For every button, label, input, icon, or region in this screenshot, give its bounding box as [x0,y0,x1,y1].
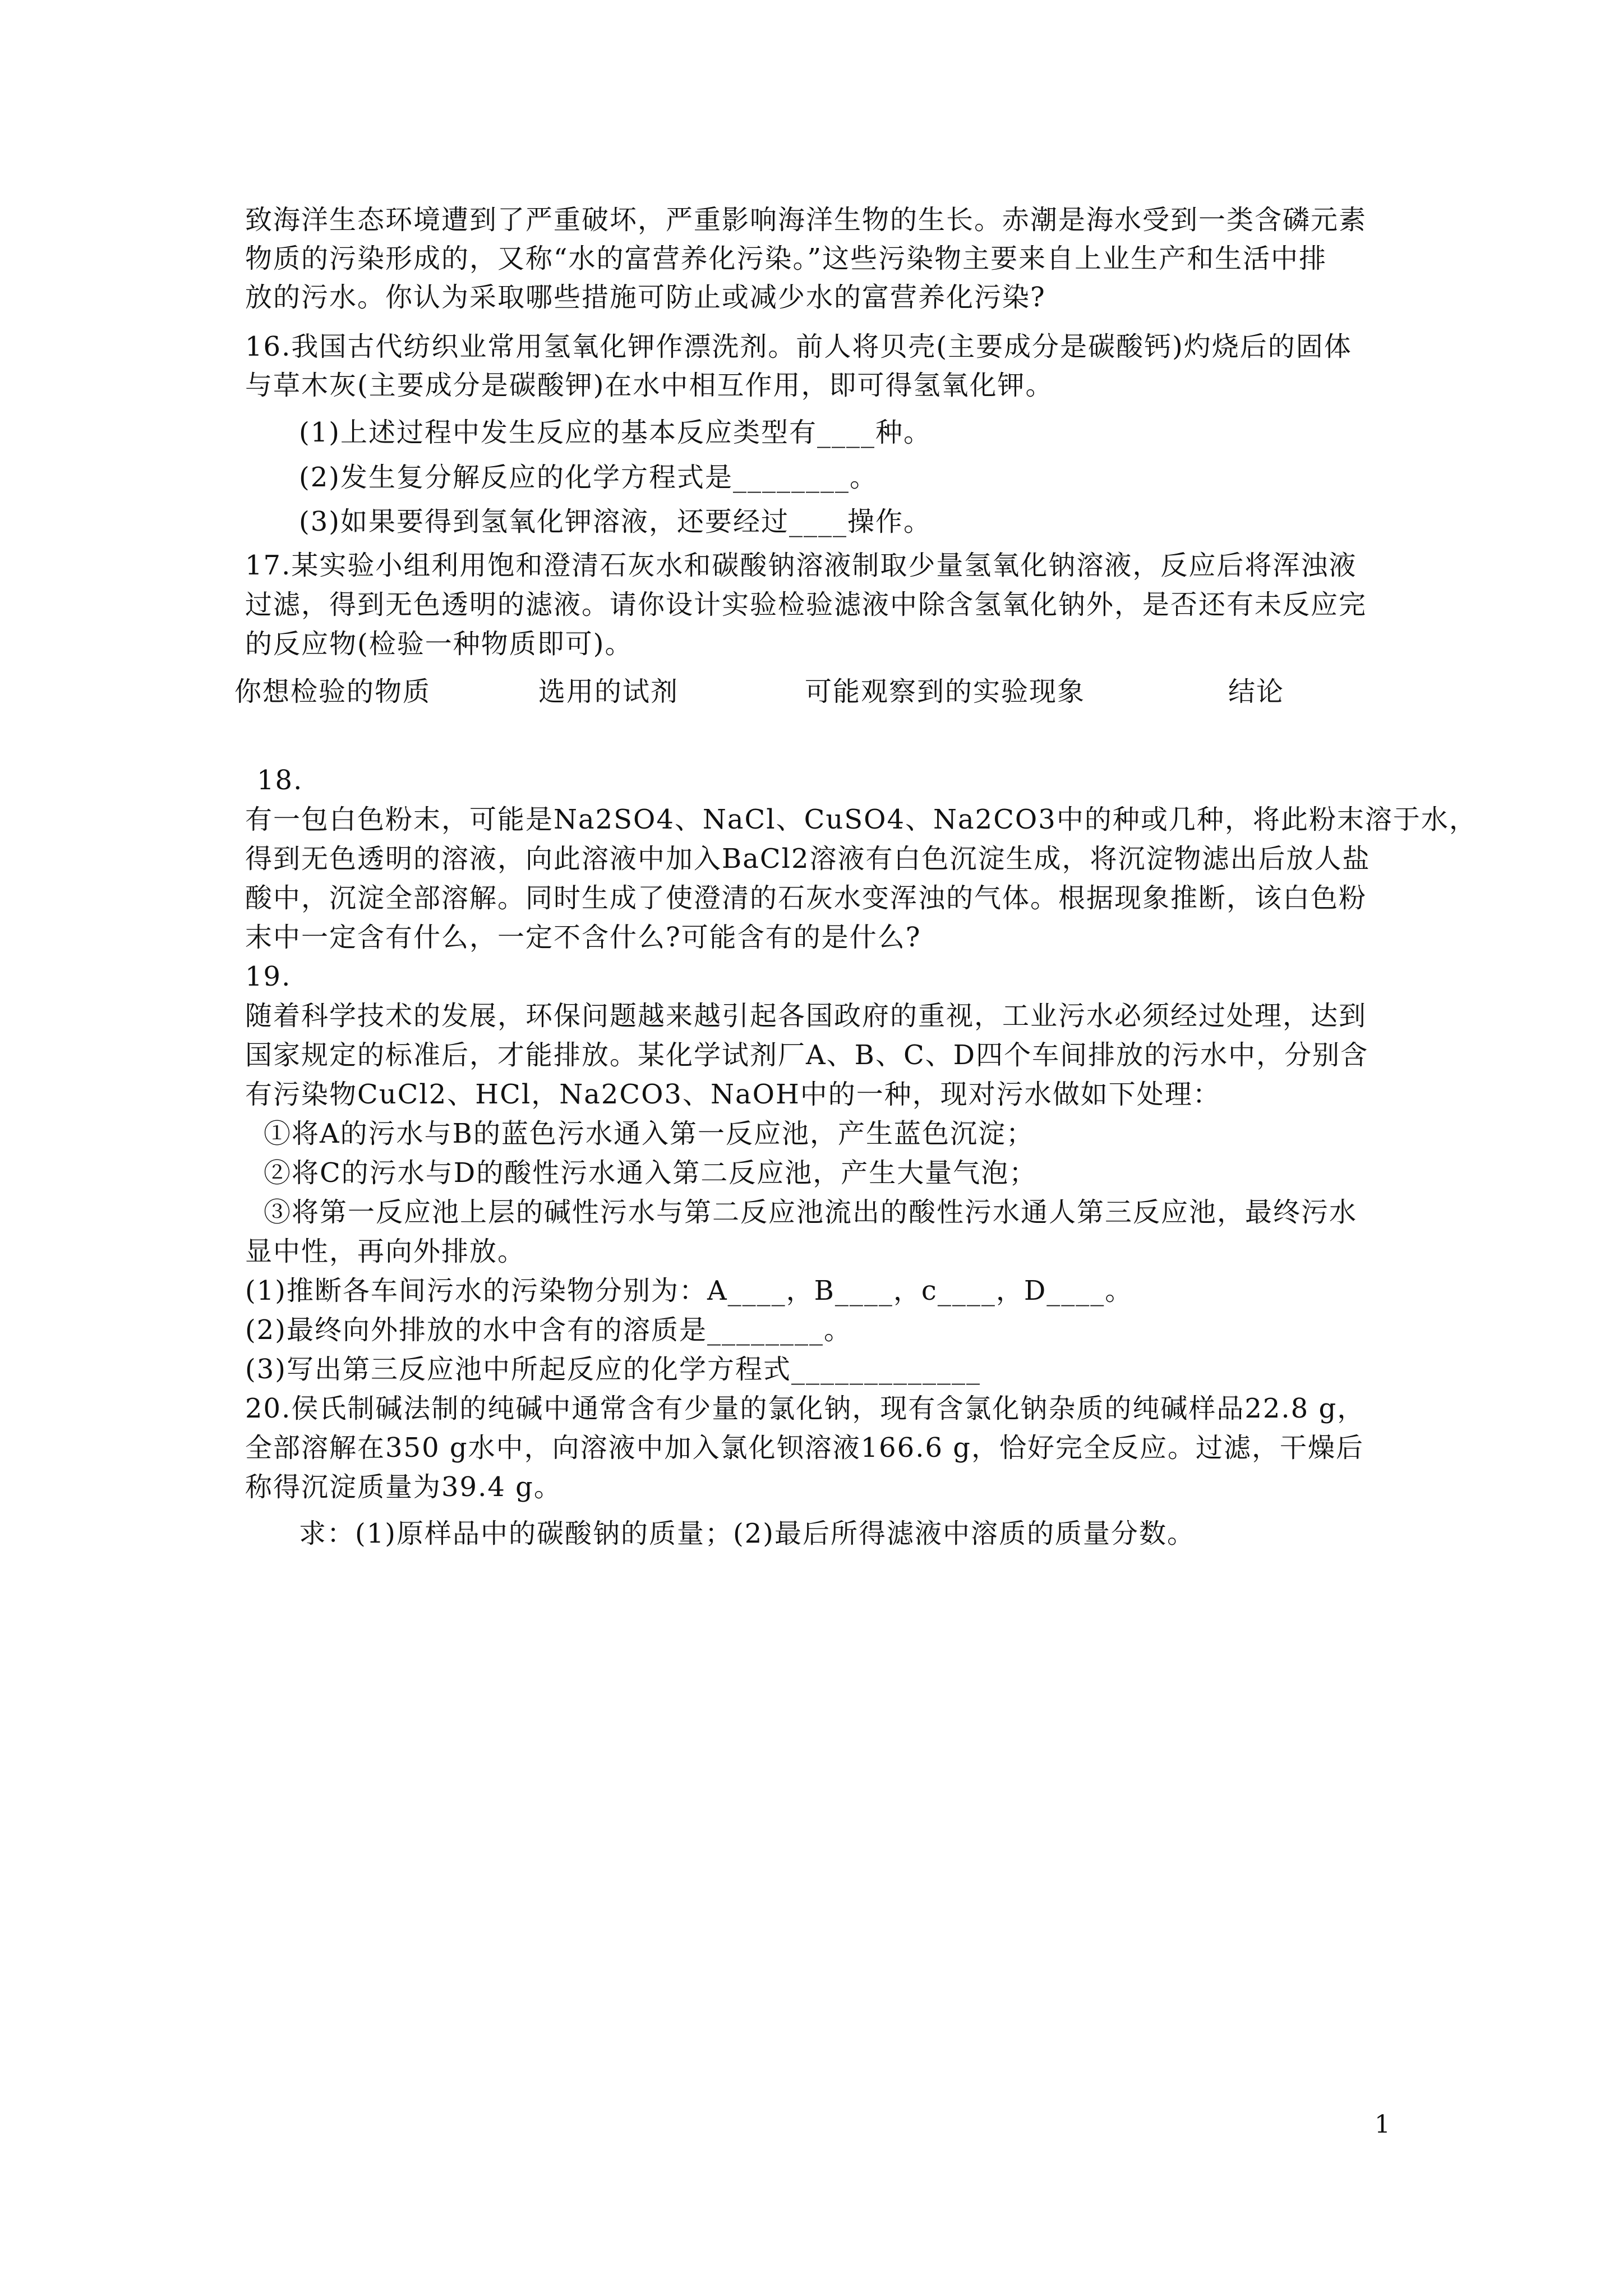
intro-line-1: 致海洋生态环境遭到了严重破坏，严重影响海洋生物的生长。赤潮是海水受到一类含磷元素 [245,204,1367,236]
q19-step-3: ③将第一反应池上层的碱性污水与第二反应池流出的酸性污水通人第三反应池，最终污水 [264,1197,1358,1228]
intro-line-3: 放的污水。你认为采取哪些措施可防止或减少水的富营养化污染? [245,282,1046,313]
q16-sub-2: (2)发生复分解反应的化学方程式是________。 [299,462,878,493]
q19-line-1: 随着科学技术的发展，环保问题越来越引起各国政府的重视，工业污水必须经过处理，达到 [245,1000,1367,1032]
q19-step-2: ②将C的污水与D的酸性污水通入第二反应池，产生大量气泡； [264,1157,1038,1189]
q19-number: 19. [245,961,292,992]
q18-line-2: 得到无色透明的溶液，向此溶液中加入BaCl2溶液有白色沉淀生成，将沉淀物滤出后放人盐 [245,843,1371,875]
q19-line-3: 有污染物CuCl2、HCl，Na2CO3、NaOH中的一种，现对污水做如下处理： [245,1079,1221,1110]
q20-line-2: 全部溶解在350 g水中，向溶液中加入氯化钡溶液166.6 g，恰好完全反应。过滤，干燥后 [245,1432,1364,1464]
q19-line-2: 国家规定的标准后，才能排放。某化学试剂厂A、B、C、D四个车间排放的污水中，分别含 [245,1039,1369,1071]
q20-line-3: 称得沉淀质量为39.4 g。 [245,1471,562,1503]
q19-step-3-cont: 显中性，再向外排放。 [245,1236,526,1267]
q17-header-phenomenon: 可能观察到的实验现象 [805,676,1086,707]
q18-line-4: 末中一定含有什么，一定不含什么?可能含有的是什么? [245,922,921,953]
q17-header-reagent: 选用的试剂 [538,676,679,707]
q19-sub-2: (2)最终向外排放的水中含有的溶质是________。 [245,1314,852,1346]
q19-step-1: ①将A的污水与B的蓝色污水通入第一反应池，产生蓝色沉淀； [264,1118,1034,1149]
q16-sub-3: (3)如果要得到氢氧化钾溶液，还要经过____操作。 [299,506,932,537]
q16-line-2: 与草木灰(主要成分是碳酸钾)在水中相互作用，即可得氢氧化钾。 [245,370,1054,401]
q19-sub-1: (1)推断各车间污水的污染物分别为：A____，B____，c____，D____。 [245,1275,1133,1306]
q17-line-3: 的反应物(检验一种物质即可)。 [245,628,633,660]
q20-line-4: 求：(1)原样品中的碳酸钠的质量；(2)最后所得滤液中溶质的质量分数。 [299,1518,1195,1549]
intro-line-2: 物质的污染形成的，又称“水的富营养化污染。”这些污染物主要来自上业生产和生活中排 [245,243,1327,274]
q16-sub-1: (1)上述过程中发生反应的基本反应类型有____种。 [299,417,932,448]
q18-line-1: 有一包白色粉末，可能是Na2SO4、NaCl、CuSO4、Na2CO3中的种或几种，将此粉末溶于水， [245,804,1477,835]
q19-sub-3: (3)写出第三反应池中所起反应的化学方程式_____________ [245,1354,981,1385]
q17-header-substance: 你想检验的物质 [234,676,431,707]
q20-line-1: 20.侯氏制碱法制的纯碱中通常含有少量的氯化钠，现有含氯化钠杂质的纯碱样品22.8 g， [245,1393,1366,1424]
q17-line-1: 17.某实验小组利用饱和澄清石灰水和碳酸钠溶液制取少量氢氧化钠溶液，反应后将浑浊液 [245,550,1357,581]
q17-header-conclusion: 结论 [1228,676,1285,707]
q18-line-3: 酸中，沉淀全部溶解。同时生成了使澄清的石灰水变浑浊的气体。根据现象推断，该白色粉 [245,882,1367,914]
q18-number: 18. [257,765,303,796]
q16-line-1: 16.我国古代纺织业常用氢氧化钾作漂洗剂。前人将贝壳(主要成分是碳酸钙)灼烧后的固体 [245,331,1352,362]
page-number: 1 [1375,2110,1390,2139]
q17-line-2: 过滤，得到无色透明的滤液。请你设计实验检验滤液中除含氢氧化钠外，是否还有未反应完 [245,589,1367,620]
